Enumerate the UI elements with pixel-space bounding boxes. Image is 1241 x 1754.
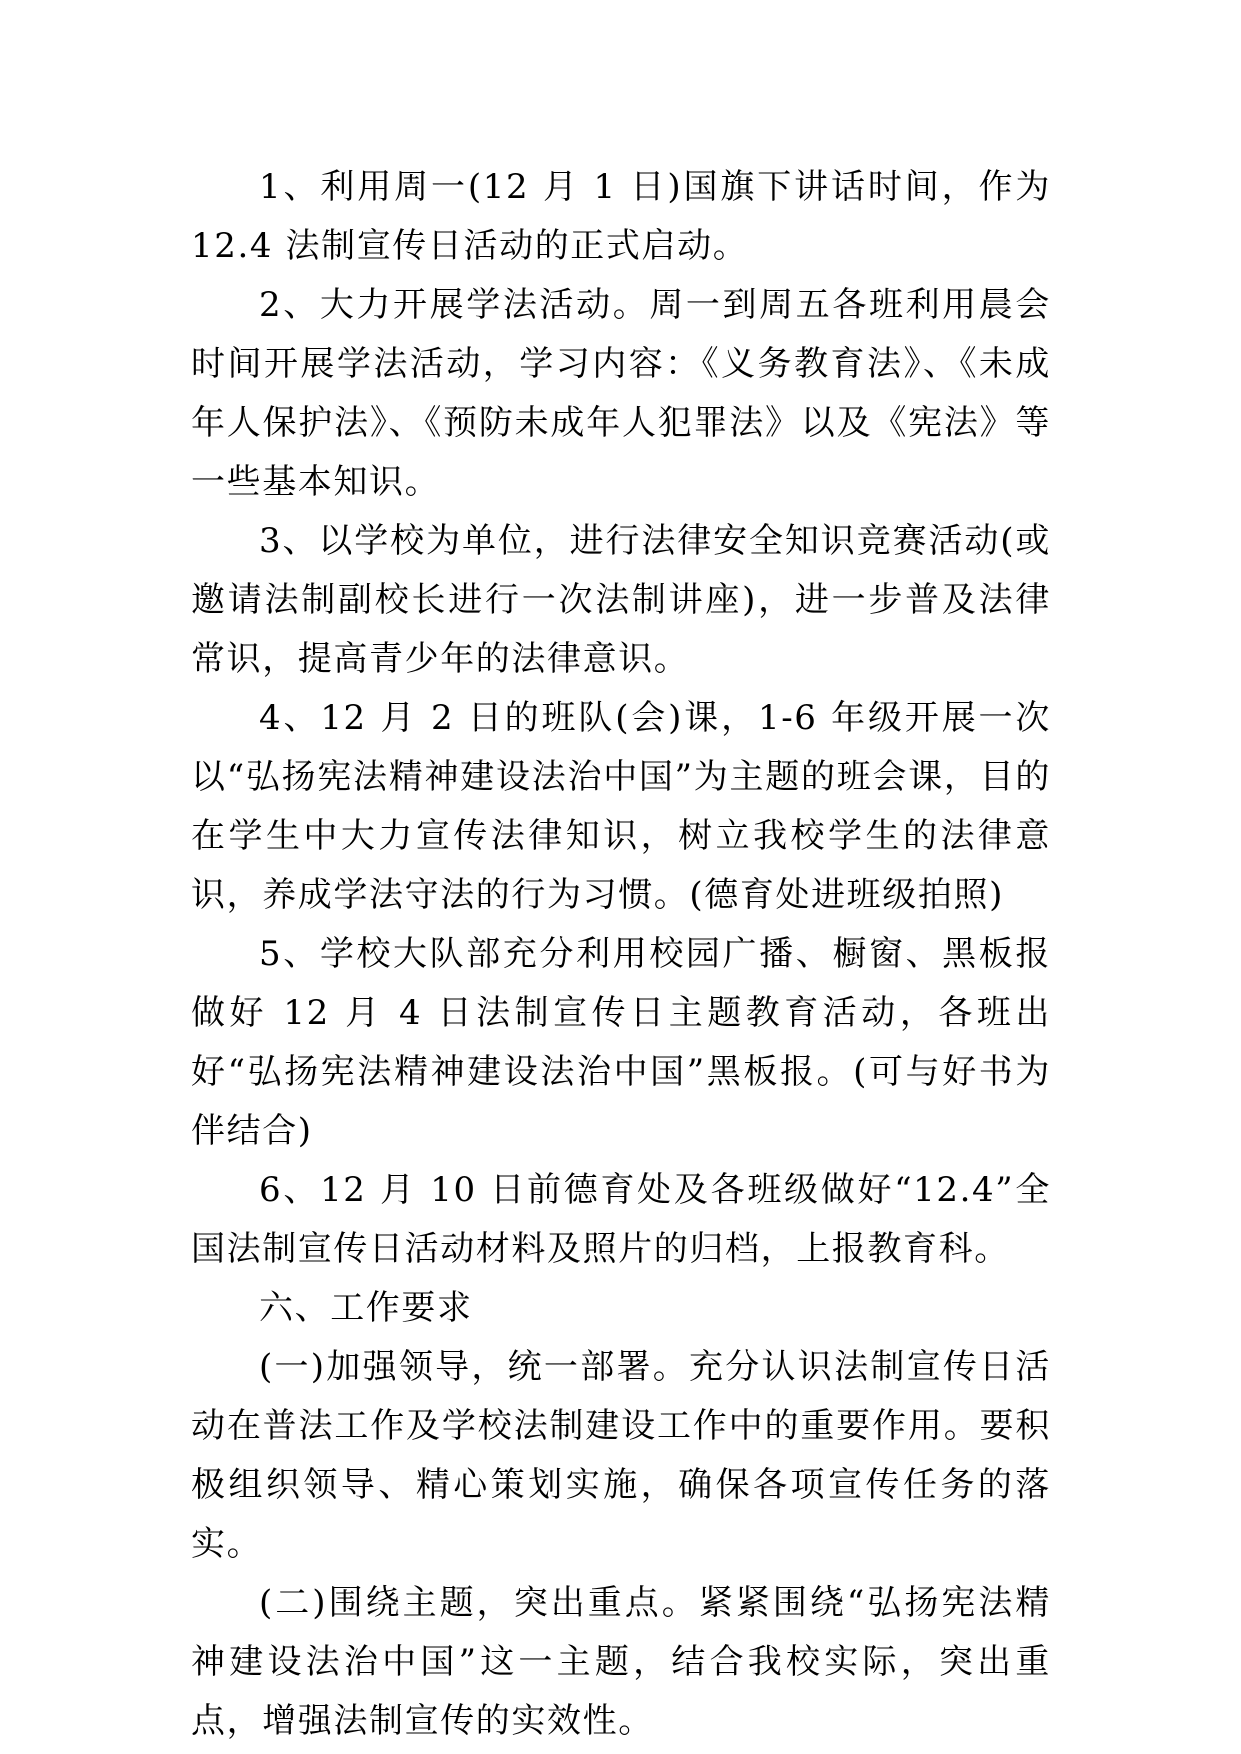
document-body [191,158,1051,1751]
paragraph-item-4: 4、12 月 2 日的班队(会)课，1-6 年级开展一次以“弘扬宪法精神建设法治中国”为主题的班会课，目的在学生中大力宣传法律知识，树立我校学生的法律意识，养成学法守法的行为习惯。(德育处进班级拍照) [191,698,1051,915]
paragraph-item-6: 6、12 月 10 日前德育处及各班级做好“12.4”全国法制宣传日活动材料及照片的归档，上报教育科。 [191,1170,1051,1269]
paragraph-item-2: 2、大力开展学法活动。周一到周五各班利用晨会时间开展学法活动，学习内容：《义务教育法》、《未成年人保护法》、《预防未成年人犯罪法》以及《宪法》等一些基本知识。 [191,285,1051,502]
section-heading-work-requirements: 六、工作要求 [259,1288,473,1328]
requirement-item-2: (二)围绕主题，突出重点。紧紧围绕“弘扬宪法精神建设法治中国”这一主题，结合我校实际，突出重点，增强法制宣传的实效性。 [191,1583,1051,1741]
paragraph-item-1: 1、利用周一(12 月 1 日)国旗下讲话时间，作为 12.4 法制宣传日活动的正式启动。 [191,167,1051,266]
paragraph-item-5: 5、学校大队部充分利用校园广播、橱窗、黑板报做好 12 月 4 日法制宣传日主题教育活动，各班出好“弘扬宪法精神建设法治中国”黑板报。(可与好书为伴结合) [191,934,1051,1151]
paragraph-item-3: 3、以学校为单位，进行法律安全知识竞赛活动(或邀请法制副校长进行一次法制讲座)，进一步普及法律常识，提高青少年的法律意识。 [191,521,1051,679]
requirement-item-1: (一)加强领导，统一部署。充分认识法制宣传日活动在普法工作及学校法制建设工作中的重要作用。要积极组织领导、精心策划实施，确保各项宣传任务的落实。 [191,1347,1051,1564]
